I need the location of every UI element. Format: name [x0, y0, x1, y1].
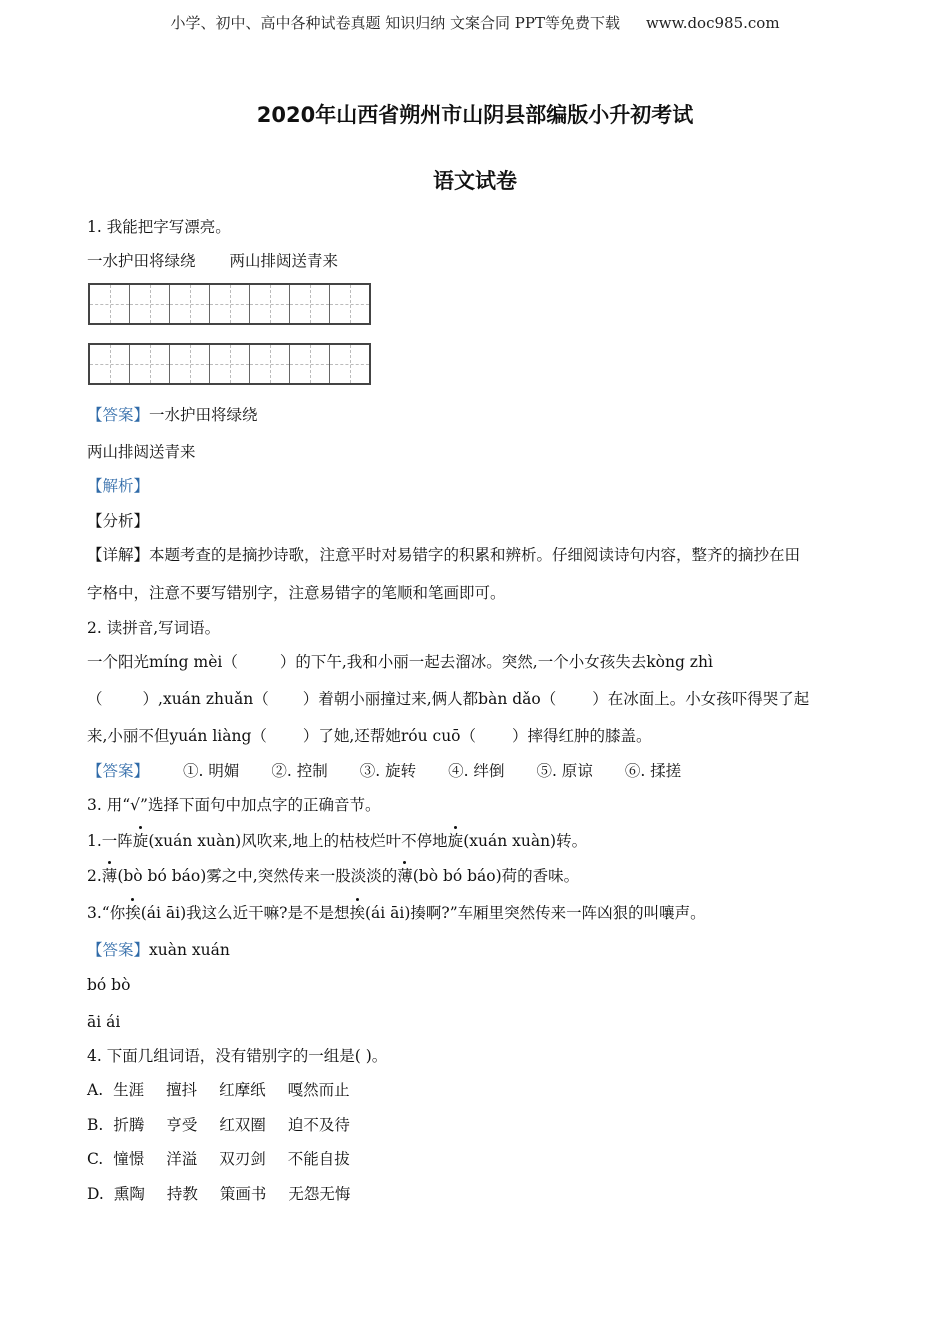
option-word: 亨受	[166, 1116, 198, 1134]
q3-text: 3.“你	[87, 904, 126, 922]
q2-answer-item: ③. 旋转	[359, 762, 417, 780]
q2-pinyin: róu cuō	[400, 727, 461, 745]
q1-detail	[87, 545, 800, 565]
option-word: 熏陶	[113, 1185, 145, 1203]
dotted-char: 旋	[132, 832, 149, 850]
dotted-char: 挨	[125, 904, 141, 922]
q4-option-a[interactable]	[87, 1080, 372, 1100]
q2-pinyin: kòng zhì	[646, 653, 713, 671]
option-word: 无怨无悔	[288, 1185, 351, 1203]
option-word: 持教	[166, 1185, 198, 1203]
tianzige-cell[interactable]	[330, 345, 369, 383]
dotted-char: 薄	[101, 867, 118, 885]
q1-answer	[87, 405, 258, 425]
option-word: 策画书	[219, 1185, 267, 1203]
q3-sentence-1	[87, 831, 587, 851]
q2-text: 在冰面上。小女孩吓得哭了起	[607, 690, 810, 708]
tianzige-cell[interactable]	[90, 285, 130, 323]
q3-text: (xuán xuàn)风吹来,地上的枯枝烂叶不停地	[148, 832, 448, 850]
q4-option-d[interactable]	[87, 1184, 372, 1204]
q2-stem: 2. 读拼音,写词语。	[87, 619, 221, 637]
q2-answer	[87, 761, 681, 781]
option-word: 擅抖	[166, 1081, 198, 1099]
q3-answer-2: bó bò	[87, 976, 131, 994]
xiangjie-tag: 【详解】	[87, 546, 150, 564]
option-letter: A.	[87, 1081, 104, 1099]
page-title: 2020年山西省朔州市山阴县部编版小升初考试	[256, 103, 694, 127]
tianzige-cell[interactable]	[130, 285, 170, 323]
q1-poem-a: 一水护田将绿绕	[87, 252, 196, 270]
q1-detail-1: 本题考查的是摘抄诗歌，注意平时对易错字的积累和辨析。仔细阅读诗句内容，整齐的摘抄在田	[149, 546, 801, 564]
q3-stem: 3. 用“√”选择下面句中加点字的正确音节。	[87, 796, 381, 814]
q2-pinyin: xuán zhuǎn	[162, 690, 254, 708]
tianzige-cell[interactable]	[90, 345, 130, 383]
q1-answer-a: 一水护田将绿绕	[149, 406, 258, 424]
q2-answer-item: ⑤. 原谅	[536, 762, 593, 780]
q2-answer-item: ④. 绊倒	[448, 762, 505, 780]
option-word: 嘎然而止	[287, 1081, 350, 1099]
option-word: 憧憬	[113, 1150, 145, 1168]
q3-text: (bò bó báo)雾之中,突然传来一股淡淡的	[117, 867, 398, 885]
q3-text: (xuán xuàn)转。	[463, 832, 588, 850]
q3-text: (ái āi)我这么近干嘛?是不是想	[140, 904, 350, 922]
option-letter: D.	[87, 1185, 104, 1203]
jiexi-tag: 【解析】	[87, 477, 150, 495]
header-url[interactable]: www.doc985.com	[645, 14, 780, 32]
tianzige-row-2[interactable]	[88, 343, 371, 385]
tianzige-cell[interactable]	[170, 285, 210, 323]
q2-text: 一个阳光	[87, 653, 150, 671]
q3-answer	[87, 940, 230, 960]
option-word: 双刃剑	[219, 1150, 266, 1168]
tianzige-cell[interactable]	[330, 285, 369, 323]
q3-text: (bò bó báo)荷的香味。	[412, 867, 580, 885]
q1-stem: 1. 我能把字写漂亮。	[87, 218, 231, 236]
q2-pinyin: bàn dǎo	[478, 690, 541, 708]
dotted-char: 挨	[349, 904, 365, 922]
q2-pinyin: yuán liàng	[169, 727, 252, 745]
option-letter: C.	[87, 1150, 104, 1168]
tianzige-row-1[interactable]	[88, 283, 371, 325]
q1-answer-b: 两山排闼送青来	[87, 443, 196, 461]
q2-answer-item: ①. 明媚	[183, 762, 240, 780]
q4-stem: 4. 下面几组词语，没有错别字的一组是( )。	[87, 1047, 388, 1065]
answer-tag: 【答案】	[87, 762, 150, 780]
q2-line-1: 一个阳光míng mèi（ ）的下午,我和小丽一起去溜冰。突然,一个小女孩失去kòng zhì	[87, 653, 713, 671]
option-word: 迫不及待	[287, 1116, 350, 1134]
q2-text: 摔得红肿的膝盖。	[527, 727, 652, 745]
q2-text: 的下午,我和小丽一起去溜冰。突然,一个小女孩失去	[295, 653, 647, 671]
q3-sentence-2	[87, 866, 579, 886]
q3-text: (ái āi)揍啊?”车厢里突然传来一阵凶狠的叫嚷声。	[364, 904, 706, 922]
tianzige-cell[interactable]	[210, 285, 250, 323]
q4-option-b[interactable]	[87, 1115, 372, 1135]
answer-tag: 【答案】	[87, 941, 150, 959]
answer-tag: 【答案】	[87, 406, 150, 424]
option-word: 生涯	[113, 1081, 145, 1099]
q3-answer-3: āi ái	[87, 1013, 121, 1031]
q3-text: 2.	[87, 867, 102, 885]
tianzige-cell[interactable]	[210, 345, 250, 383]
option-word: 红双圈	[219, 1116, 266, 1134]
header-text: 小学、初中、高中各种试卷真题 知识归纳 文案合同 PPT等免费下载	[170, 14, 620, 32]
q3-sentence-3	[87, 903, 706, 923]
page-header	[0, 12, 950, 33]
page-subtitle: 语文试卷	[433, 169, 517, 193]
q2-pinyin: míng mèi	[149, 653, 223, 671]
dotted-char: 旋	[447, 832, 464, 850]
tianzige-cell[interactable]	[290, 345, 330, 383]
q2-text: 着朝小丽撞过来,俩人都	[318, 690, 479, 708]
q4-option-c[interactable]	[87, 1149, 372, 1169]
q2-line-3: 来,小丽不但yuán liàng（ ）了她,还帮她róu cuō（ ）摔得红肿的膝盖。	[87, 727, 652, 745]
q2-answer-item: ⑥. 揉搓	[624, 762, 682, 780]
option-word: 折腾	[113, 1116, 145, 1134]
q2-text: 来,小丽不但	[87, 727, 170, 745]
option-letter: B.	[87, 1116, 104, 1134]
q1-poem	[87, 251, 338, 271]
q3-answer-1: xuàn xuán	[149, 941, 230, 959]
option-word: 不能自拔	[287, 1150, 350, 1168]
option-word: 红摩纸	[219, 1081, 266, 1099]
q1-detail-2: 字格中，注意不要写错别字，注意易错字的笔顺和笔画即可。	[87, 584, 506, 602]
q2-line-2: （ ）,xuán zhuǎn（ ）着朝小丽撞过来,俩人都bàn dǎo（ ）在冰面上。小女孩吓得哭了起	[87, 690, 810, 708]
q2-answer-item: ②. 控制	[271, 762, 328, 780]
q3-text: 1.一阵	[87, 832, 133, 850]
tianzige-cell[interactable]	[130, 345, 170, 383]
tianzige-cell[interactable]	[250, 285, 290, 323]
tianzige-cell[interactable]	[290, 285, 330, 323]
dotted-char: 薄	[397, 867, 413, 885]
option-word: 洋溢	[166, 1150, 198, 1168]
q2-text: 了她,还帮她	[318, 727, 401, 745]
tianzige-cell[interactable]	[170, 345, 210, 383]
q1-poem-b: 两山排闼送青来	[229, 252, 339, 270]
tianzige-cell[interactable]	[250, 345, 290, 383]
fenxi-tag: 【分析】	[87, 512, 150, 530]
